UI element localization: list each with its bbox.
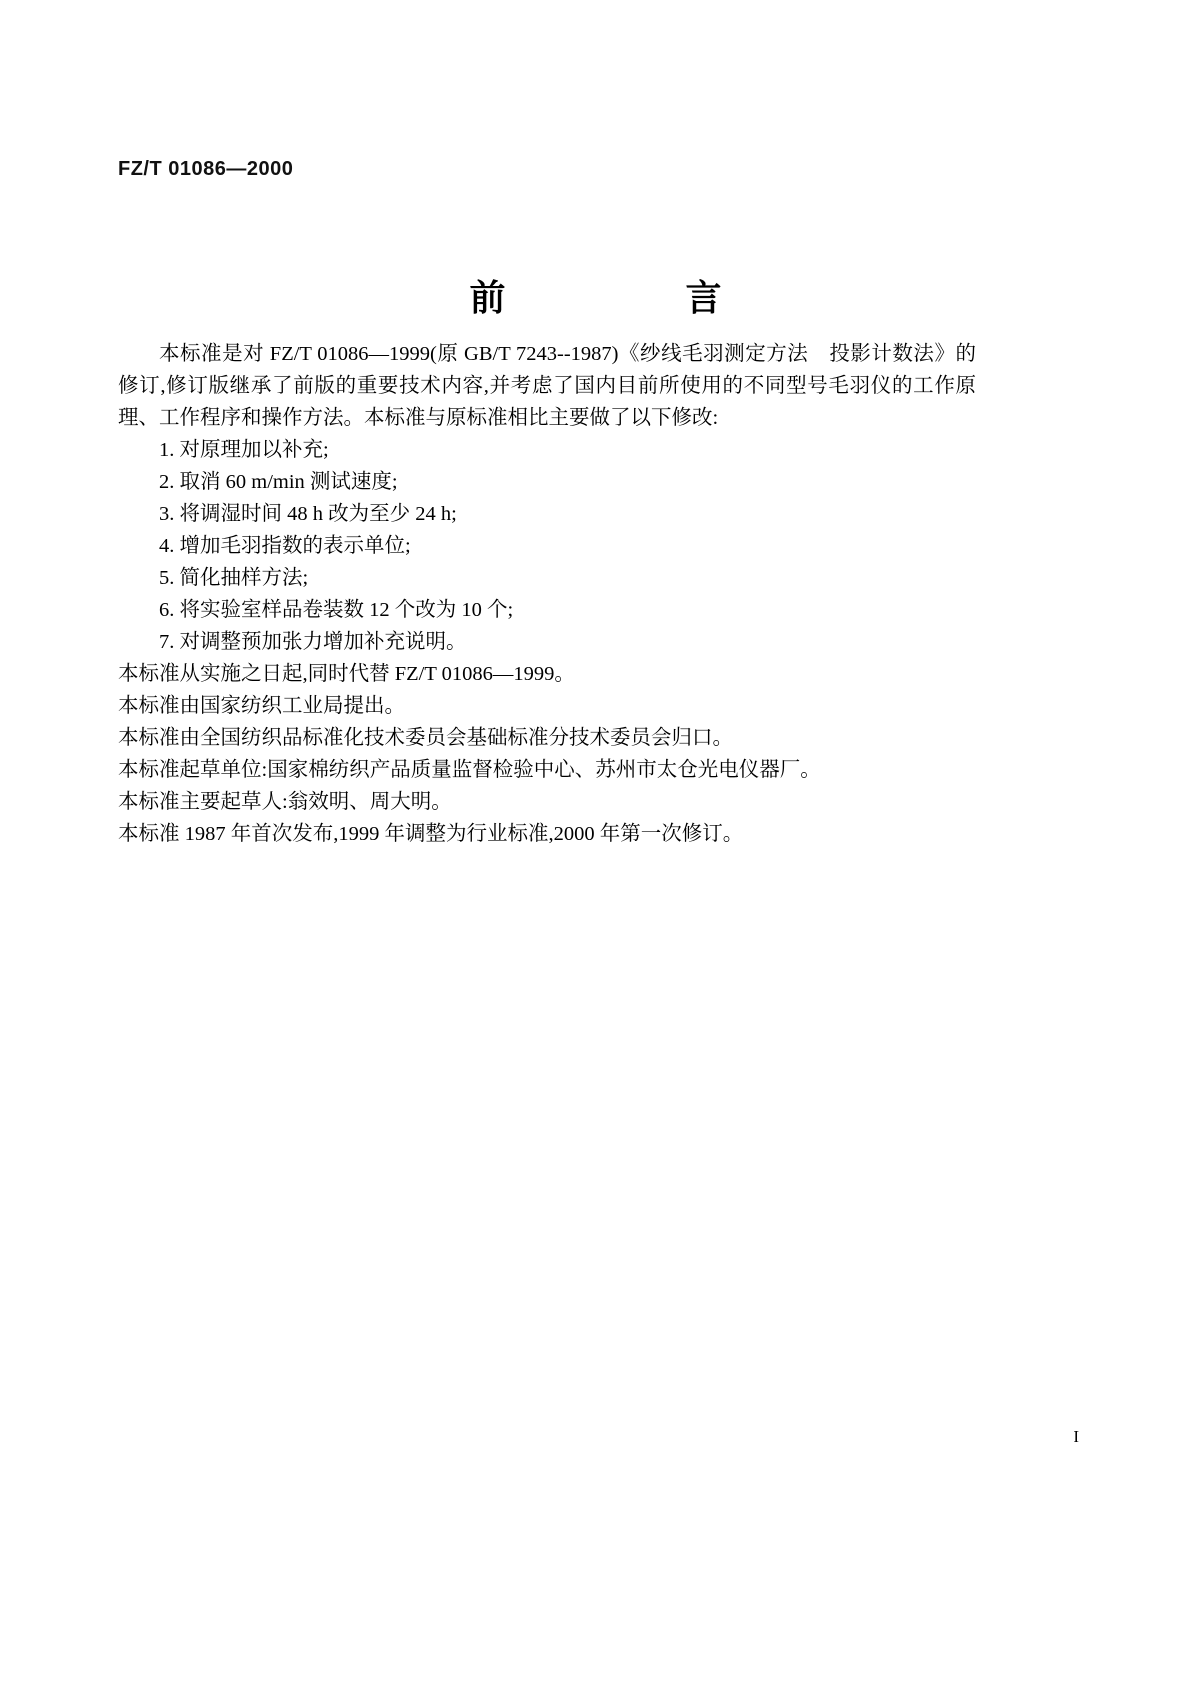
page-title: 前 言 <box>469 277 758 319</box>
list-item: 3. 将调湿时间 48 h 改为至少 24 h; <box>159 503 457 525</box>
statement-line: 本标准从实施之日起,同时代替 FZ/T 01086—1999。 <box>118 663 575 685</box>
statement-line: 本标准由全国纺织品标准化技术委员会基础标准分技术委员会归口。 <box>118 727 733 749</box>
changes-list <box>118 434 976 658</box>
statement-line: 本标准由国家纺织工业局提出。 <box>118 695 405 717</box>
list-item: 5. 简化抽样方法; <box>159 567 309 589</box>
list-item: 6. 将实验室样品卷装数 12 个改为 10 个; <box>159 599 514 621</box>
foreword-body <box>118 338 976 850</box>
list-item: 2. 取消 60 m/min 测试速度; <box>159 471 398 493</box>
foreword-intro-paragraph: 本标准是对 FZ/T 01086—1999(原 GB/T 7243--1987)《纱线毛羽测定方法 投影计数法》的修订,修订版继承了前版的重要技术内容,并考虑了国内目前所使用的不同型号毛羽仪的工作原理、工作程序和操作方法。本标准与原标准相比主要做了以下修改: <box>118 343 976 429</box>
list-item: 1. 对原理加以补充; <box>159 439 329 461</box>
statement-line: 本标准主要起草人:翁效明、周大明。 <box>118 791 452 813</box>
standard-number: FZ/T 01086—2000 <box>118 158 294 180</box>
list-item: 4. 增加毛羽指数的表示单位; <box>159 535 411 557</box>
list-item: 7. 对调整预加张力增加补充说明。 <box>159 631 467 653</box>
statement-line: 本标准起草单位:国家棉纺织产品质量监督检验中心、苏州市太仓光电仪器厂。 <box>118 759 821 781</box>
page-number: I <box>1073 1427 1079 1446</box>
statement-line: 本标准 1987 年首次发布,1999 年调整为行业标准,2000 年第一次修订。 <box>118 823 744 845</box>
